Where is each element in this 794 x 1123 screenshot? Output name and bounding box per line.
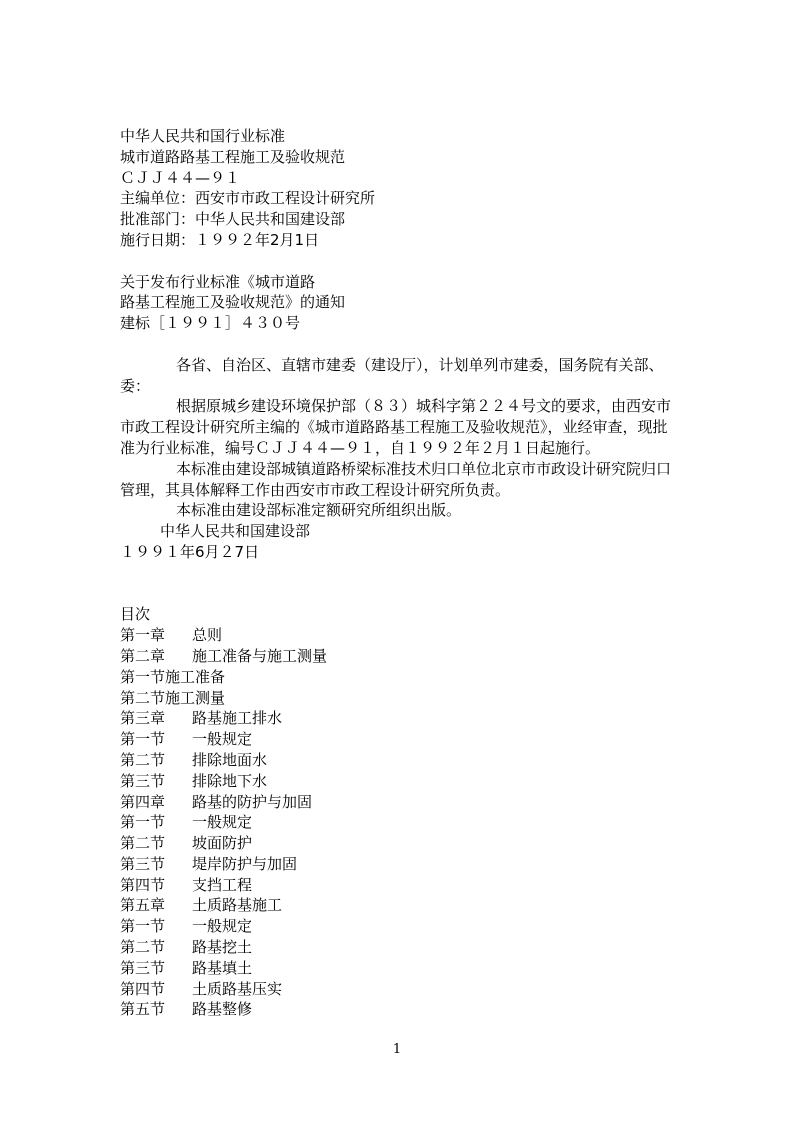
notice-paragraph: 本标准由建设部标准定额研究所组织出版。	[176, 501, 462, 520]
table-of-contents	[120, 604, 676, 1020]
approval-department: 批准部门：中华人民共和国建设部	[120, 210, 346, 229]
toc-entry-number: 第一节	[120, 813, 166, 832]
document-page	[120, 126, 676, 1020]
toc-entry-title: 支挡工程	[192, 875, 253, 894]
toc-entry	[120, 750, 676, 771]
toc-entry-title: 一般规定	[192, 917, 253, 936]
toc-entry-title: 路基挖土	[192, 938, 253, 957]
toc-entry	[120, 979, 676, 1000]
toc-entry	[120, 708, 676, 729]
toc-entry-number: 第一节施工准备	[120, 667, 226, 686]
toc-entry	[120, 812, 676, 833]
toc-entry-title: 路基整修	[192, 1000, 253, 1019]
standard-title: 城市道路路基工程施工及验收规范	[120, 147, 346, 166]
toc-entry-number: 第五节	[120, 1000, 166, 1019]
toc-entry-number: 第二节	[120, 938, 166, 957]
toc-entry	[120, 646, 676, 667]
toc-entry-number: 第三节	[120, 854, 166, 873]
toc-entry-title: 土质路基压实	[192, 979, 283, 998]
standard-code: ＣＪＪ４４—９１	[120, 168, 241, 187]
notice-title-line: 关于发布行业标准《城市道路	[120, 272, 316, 291]
toc-entry-number: 第三节	[120, 958, 166, 977]
toc-entry-number: 第一节	[120, 917, 166, 936]
toc-entry	[120, 729, 676, 750]
toc-entry	[120, 833, 676, 854]
toc-entry	[120, 999, 676, 1020]
toc-entry-number: 第一节	[120, 730, 166, 749]
notice-title	[120, 272, 676, 334]
toc-entry-title: 一般规定	[192, 730, 253, 749]
toc-entry-number: 第二节施工测量	[120, 688, 226, 707]
notice-paragraph: 各省、自治区、直辖市建委（建设厅），计划单列市建委，国务院有关部、委：	[120, 355, 664, 395]
toc-entry-title: 土质路基施工	[192, 896, 283, 915]
toc-entry-number: 第一章	[120, 626, 166, 645]
notice-signer: 中华人民共和国建设部	[160, 522, 311, 541]
toc-entry	[120, 792, 676, 813]
toc-list	[120, 625, 676, 1020]
toc-entry-title	[225, 667, 676, 688]
toc-entry-title: 排除地下水	[192, 771, 268, 790]
toc-entry	[120, 854, 676, 875]
toc-entry-number: 第二节	[120, 750, 166, 769]
notice-date: １９９１年6月２7日	[120, 542, 260, 561]
editor-unit: 主编单位：西安市市政工程设计研究所	[120, 189, 376, 208]
toc-entry-number: 第四节	[120, 875, 166, 894]
toc-entry	[120, 625, 676, 646]
toc-entry-title: 堤岸防护与加固	[192, 854, 298, 873]
toc-entry-title	[225, 688, 676, 709]
toc-entry	[120, 916, 676, 937]
toc-entry-title: 施工准备与施工测量	[192, 646, 328, 665]
toc-entry-title: 总则	[192, 626, 223, 645]
toc-entry	[120, 875, 676, 896]
toc-entry-number: 第三章	[120, 709, 166, 728]
toc-entry	[120, 937, 676, 958]
toc-entry	[120, 895, 676, 916]
toc-entry-number: 第五章	[120, 896, 166, 915]
page-number: 1	[392, 1042, 402, 1057]
notice-title-line: 路基工程施工及验收规范》的通知	[120, 293, 346, 312]
toc-entry-title: 路基的防护与加固	[192, 792, 313, 811]
toc-entry	[120, 958, 676, 979]
toc-entry-title: 路基施工排水	[192, 709, 283, 728]
toc-entry-title: 一般规定	[192, 813, 253, 832]
notice-number: 建标［１９９１］４３０号	[120, 314, 301, 333]
toc-entry-number: 第二节	[120, 834, 166, 853]
toc-entry-number: 第四章	[120, 792, 166, 811]
notice-paragraph: 根据原城乡建设环境保护部（８３）城科字第２２４号文的要求，由西安市市政工程设计研究所主编的《城市道路路基工程施工及验收规范》，业经审查，现批准为行业标准，编号ＣＪＪ４４—９１，自１９９２年２月１日起施行。	[120, 397, 672, 457]
toc-entry-title: 坡面防护	[192, 834, 253, 853]
toc-entry-number: 第二章	[120, 646, 166, 665]
notice-body	[120, 355, 676, 563]
toc-entry-title: 排除地面水	[192, 750, 268, 769]
toc-entry-title: 路基填土	[192, 958, 253, 977]
standard-header	[120, 126, 676, 251]
effective-date: 施行日期：１９９２年2月1日	[120, 230, 320, 249]
toc-entry	[120, 667, 676, 688]
notice-paragraph: 本标准由建设部城镇道路桥梁标准技术归口单位北京市市政设计研究院归口管理，其具体解释工作由西安市市政工程设计研究所负责。	[120, 459, 672, 499]
toc-entry-number: 第四节	[120, 979, 166, 998]
standard-category: 中华人民共和国行业标准	[120, 127, 286, 145]
toc-entry-number: 第三节	[120, 771, 166, 790]
toc-heading: 目次	[120, 605, 151, 624]
toc-entry	[120, 771, 676, 792]
toc-entry	[120, 688, 676, 709]
